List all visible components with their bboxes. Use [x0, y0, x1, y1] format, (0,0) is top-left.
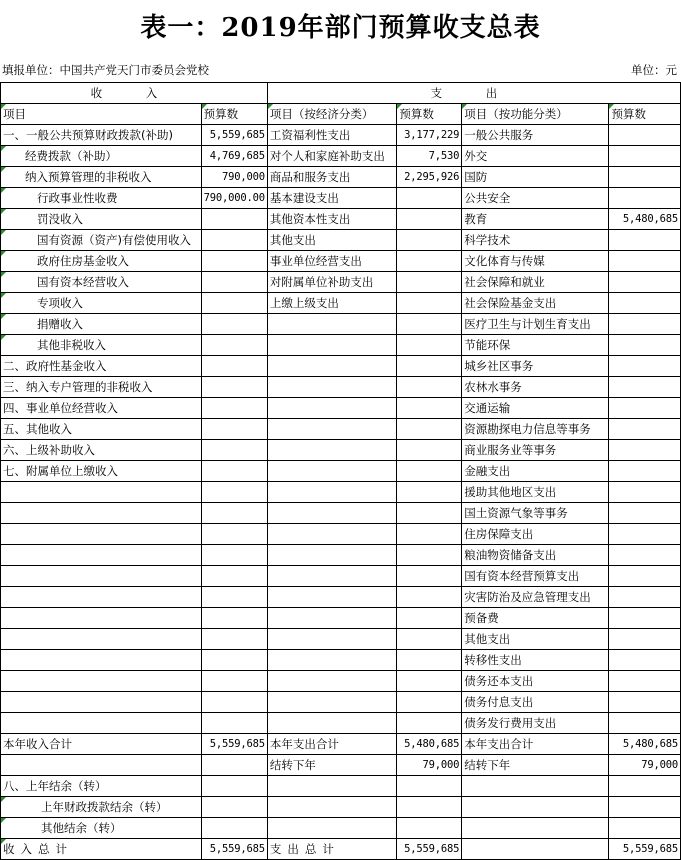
income-amount-cell: 790,000 — [201, 167, 267, 188]
func-item-cell: 国有资本经营预算支出 — [462, 566, 609, 587]
table-row — [1, 713, 681, 734]
table-row — [1, 335, 681, 356]
econ-amount-cell: 7,530 — [397, 146, 462, 167]
table-row — [1, 419, 681, 440]
func-amount-cell — [609, 125, 681, 146]
econ-item-cell — [267, 419, 397, 440]
econ-item-cell — [267, 797, 397, 818]
page-title: 表一：2019年部门预算收支总表 — [140, 13, 541, 43]
table-row — [1, 188, 681, 209]
econ-item-cell: 上缴上级支出 — [267, 293, 397, 314]
table-row — [1, 272, 681, 293]
table-row — [1, 314, 681, 335]
income-amount-cell — [201, 293, 267, 314]
income-item-cell: 经费拨款（补助） — [1, 146, 202, 167]
income-amount-cell — [201, 461, 267, 482]
income-item-cell — [1, 587, 202, 608]
table-row — [1, 356, 681, 377]
income-item-cell: 上年财政拨款结余（转） — [1, 797, 202, 818]
income-amount-cell — [201, 419, 267, 440]
econ-amount-cell — [397, 251, 462, 272]
table-row — [1, 524, 681, 545]
econ-amount-cell — [397, 692, 462, 713]
func-amount-cell — [609, 524, 681, 545]
func-item-cell: 社会保障和就业 — [462, 272, 609, 293]
func-item-cell: 住房保障支出 — [462, 524, 609, 545]
table-row — [1, 755, 681, 776]
func-item-cell: 社会保险基金支出 — [462, 293, 609, 314]
func-item-cell — [462, 776, 609, 797]
econ-item-cell — [267, 671, 397, 692]
econ-item-cell — [267, 482, 397, 503]
econ-amount-cell — [397, 188, 462, 209]
income-amount-cell — [201, 377, 267, 398]
income-item-cell: 专项收入 — [1, 293, 202, 314]
func-item-cell: 商业服务业等事务 — [462, 440, 609, 461]
econ-item-cell — [267, 356, 397, 377]
econ-amount-cell — [397, 293, 462, 314]
econ-item-cell — [267, 818, 397, 839]
table-row — [1, 461, 681, 482]
func-item-cell: 债务发行费用支出 — [462, 713, 609, 734]
econ-item-cell — [267, 335, 397, 356]
income-item-cell — [1, 503, 202, 524]
econ-amount-cell — [397, 335, 462, 356]
table-row — [1, 146, 681, 167]
func-amount-cell: 5,480,685 — [609, 209, 681, 230]
currency-unit: 单位：元 — [631, 63, 677, 77]
income-amount-cell — [201, 755, 267, 776]
col-header-amount2: 预算数 — [397, 104, 462, 125]
income-amount-cell — [201, 566, 267, 587]
econ-amount-cell — [397, 398, 462, 419]
econ-item-cell: 对个人和家庭补助支出 — [267, 146, 397, 167]
income-amount-cell — [201, 713, 267, 734]
col-header-amount3: 预算数 — [609, 104, 681, 125]
econ-item-cell: 事业单位经营支出 — [267, 251, 397, 272]
econ-amount-cell — [397, 314, 462, 335]
econ-item-cell: 结转下年 — [267, 755, 397, 776]
econ-item-cell — [267, 566, 397, 587]
econ-amount-cell — [397, 377, 462, 398]
econ-item-cell — [267, 587, 397, 608]
econ-item-cell: 其他支出 — [267, 230, 397, 251]
func-amount-cell — [609, 314, 681, 335]
func-amount-cell — [609, 587, 681, 608]
func-item-cell: 教育 — [462, 209, 609, 230]
income-amount-cell: 790,000.00 — [201, 188, 267, 209]
income-item-cell — [1, 629, 202, 650]
income-amount-cell — [201, 209, 267, 230]
income-item-cell: 四、事业单位经营收入 — [1, 398, 202, 419]
econ-item-cell — [267, 650, 397, 671]
econ-amount-cell — [397, 545, 462, 566]
econ-amount-cell — [397, 818, 462, 839]
econ-amount-cell — [397, 566, 462, 587]
col-header-econ: 项目（按经济分类） — [267, 104, 397, 125]
func-item-cell: 科学技术 — [462, 230, 609, 251]
econ-amount-cell: 2,295,926 — [397, 167, 462, 188]
col-header-amount: 预算数 — [201, 104, 267, 125]
func-amount-cell — [609, 818, 681, 839]
func-amount-cell — [609, 629, 681, 650]
func-item-cell: 交通运输 — [462, 398, 609, 419]
income-item-cell — [1, 713, 202, 734]
income-item-cell: 其他非税收入 — [1, 335, 202, 356]
column-header-row — [1, 104, 681, 125]
table-row — [1, 566, 681, 587]
budget-table — [0, 82, 681, 860]
econ-amount-cell — [397, 230, 462, 251]
income-item-cell — [1, 755, 202, 776]
func-amount-cell — [609, 188, 681, 209]
econ-amount-cell — [397, 209, 462, 230]
income-amount-cell — [201, 650, 267, 671]
econ-amount-cell — [397, 797, 462, 818]
func-item-cell: 国防 — [462, 167, 609, 188]
econ-amount-cell — [397, 671, 462, 692]
income-section-header: 收 入 — [1, 83, 268, 104]
table-row — [1, 503, 681, 524]
econ-amount-cell — [397, 587, 462, 608]
econ-item-cell — [267, 692, 397, 713]
econ-item-cell — [267, 461, 397, 482]
income-item-cell — [1, 608, 202, 629]
income-amount-cell — [201, 587, 267, 608]
table-row — [1, 482, 681, 503]
income-amount-cell — [201, 230, 267, 251]
income-amount-cell — [201, 797, 267, 818]
func-amount-cell: 5,559,685 — [609, 839, 681, 860]
func-item-cell — [462, 839, 609, 860]
func-amount-cell — [609, 377, 681, 398]
income-item-cell: 收入总计 — [1, 839, 202, 860]
func-item-cell: 结转下年 — [462, 755, 609, 776]
func-amount-cell — [609, 293, 681, 314]
table-row — [1, 440, 681, 461]
func-item-cell: 债务还本支出 — [462, 671, 609, 692]
econ-item-cell — [267, 398, 397, 419]
func-item-cell: 农林水事务 — [462, 377, 609, 398]
func-item-cell — [462, 797, 609, 818]
econ-item-cell — [267, 440, 397, 461]
func-amount-cell — [609, 356, 681, 377]
income-item-cell: 八、上年结余（转） — [1, 776, 202, 797]
section-header-row — [1, 83, 681, 104]
func-item-cell: 本年支出合计 — [462, 734, 609, 755]
table-row — [1, 650, 681, 671]
income-item-cell: 行政事业性收费 — [1, 188, 202, 209]
econ-amount-cell — [397, 629, 462, 650]
table-row — [1, 167, 681, 188]
income-item-cell: 捐赠收入 — [1, 314, 202, 335]
func-amount-cell — [609, 230, 681, 251]
income-amount-cell — [201, 440, 267, 461]
table-row — [1, 587, 681, 608]
income-amount-cell — [201, 503, 267, 524]
income-item-cell — [1, 524, 202, 545]
income-item-cell: 政府住房基金收入 — [1, 251, 202, 272]
econ-item-cell — [267, 608, 397, 629]
econ-amount-cell — [397, 272, 462, 293]
income-amount-cell: 4,769,685 — [201, 146, 267, 167]
econ-amount-cell — [397, 482, 462, 503]
income-item-cell: 其他结余（转） — [1, 818, 202, 839]
income-item-cell: 罚没收入 — [1, 209, 202, 230]
econ-amount-cell — [397, 503, 462, 524]
income-item-cell — [1, 650, 202, 671]
income-item-cell: 纳入预算管理的非税收入 — [1, 167, 202, 188]
func-amount-cell — [609, 398, 681, 419]
func-amount-cell — [609, 692, 681, 713]
table-row — [1, 293, 681, 314]
func-amount-cell — [609, 503, 681, 524]
income-item-cell: 国有资源（资产)有偿使用收入 — [1, 230, 202, 251]
table-row — [1, 545, 681, 566]
table-row — [1, 818, 681, 839]
income-item-cell: 国有资本经营收入 — [1, 272, 202, 293]
income-amount-cell — [201, 398, 267, 419]
table-row — [1, 377, 681, 398]
func-item-cell: 债务付息支出 — [462, 692, 609, 713]
income-amount-cell — [201, 629, 267, 650]
econ-amount-cell — [397, 419, 462, 440]
econ-item-cell: 支出总计 — [267, 839, 397, 860]
func-item-cell: 城乡社区事务 — [462, 356, 609, 377]
econ-item-cell — [267, 545, 397, 566]
econ-amount-cell: 79,000 — [397, 755, 462, 776]
income-amount-cell — [201, 818, 267, 839]
income-amount-cell — [201, 272, 267, 293]
income-amount-cell — [201, 314, 267, 335]
income-item-cell — [1, 692, 202, 713]
table-row — [1, 251, 681, 272]
econ-amount-cell — [397, 713, 462, 734]
income-amount-cell — [201, 545, 267, 566]
func-amount-cell — [609, 440, 681, 461]
econ-amount-cell — [397, 356, 462, 377]
func-amount-cell — [609, 776, 681, 797]
econ-item-cell: 本年支出合计 — [267, 734, 397, 755]
func-amount-cell — [609, 335, 681, 356]
func-item-cell: 医疗卫生与计划生育支出 — [462, 314, 609, 335]
func-amount-cell — [609, 545, 681, 566]
func-item-cell: 国土资源气象等事务 — [462, 503, 609, 524]
econ-amount-cell: 3,177,229 — [397, 125, 462, 146]
func-item-cell: 转移性支出 — [462, 650, 609, 671]
table-row — [1, 608, 681, 629]
income-amount-cell — [201, 356, 267, 377]
func-item-cell — [462, 818, 609, 839]
table-row — [1, 671, 681, 692]
income-amount-cell — [201, 335, 267, 356]
econ-amount-cell — [397, 650, 462, 671]
econ-amount-cell — [397, 461, 462, 482]
func-item-cell: 一般公共服务 — [462, 125, 609, 146]
func-amount-cell — [609, 482, 681, 503]
table-row — [1, 776, 681, 797]
func-amount-cell — [609, 671, 681, 692]
func-amount-cell: 5,480,685 — [609, 734, 681, 755]
func-amount-cell — [609, 566, 681, 587]
func-item-cell: 公共安全 — [462, 188, 609, 209]
econ-amount-cell — [397, 776, 462, 797]
econ-item-cell — [267, 629, 397, 650]
table-row — [1, 230, 681, 251]
func-amount-cell — [609, 713, 681, 734]
table-row — [1, 692, 681, 713]
income-amount-cell — [201, 524, 267, 545]
income-amount-cell — [201, 671, 267, 692]
col-header-item: 项目 — [1, 104, 202, 125]
func-item-cell: 外交 — [462, 146, 609, 167]
func-item-cell: 资源勘探电力信息等事务 — [462, 419, 609, 440]
expense-section-header: 支 出 — [267, 83, 680, 104]
func-amount-cell — [609, 251, 681, 272]
income-item-cell — [1, 482, 202, 503]
econ-item-cell — [267, 713, 397, 734]
table-row — [1, 209, 681, 230]
func-item-cell: 文化体育与传媒 — [462, 251, 609, 272]
func-amount-cell — [609, 797, 681, 818]
income-item-cell: 一、一般公共预算财政拨款(补助) — [1, 125, 202, 146]
func-amount-cell: 79,000 — [609, 755, 681, 776]
table-row — [1, 125, 681, 146]
econ-item-cell: 对附属单位补助支出 — [267, 272, 397, 293]
func-item-cell: 金融支出 — [462, 461, 609, 482]
econ-item-cell — [267, 503, 397, 524]
income-item-cell: 七、附属单位上缴收入 — [1, 461, 202, 482]
income-item-cell: 二、政府性基金收入 — [1, 356, 202, 377]
income-item-cell — [1, 566, 202, 587]
econ-amount-cell — [397, 524, 462, 545]
econ-item-cell: 其他资本性支出 — [267, 209, 397, 230]
func-amount-cell — [609, 146, 681, 167]
table-row — [1, 629, 681, 650]
func-item-cell: 其他支出 — [462, 629, 609, 650]
col-header-func: 项目（按功能分类） — [462, 104, 609, 125]
econ-item-cell — [267, 377, 397, 398]
income-item-cell: 五、其他收入 — [1, 419, 202, 440]
econ-item-cell: 商品和服务支出 — [267, 167, 397, 188]
econ-item-cell: 基本建设支出 — [267, 188, 397, 209]
func-item-cell: 灾害防治及应急管理支出 — [462, 587, 609, 608]
table-row — [1, 398, 681, 419]
income-amount-cell — [201, 251, 267, 272]
income-amount-cell — [201, 608, 267, 629]
func-amount-cell — [609, 167, 681, 188]
income-amount-cell: 5,559,685 — [201, 734, 267, 755]
income-amount-cell — [201, 482, 267, 503]
table-row — [1, 797, 681, 818]
econ-amount-cell — [397, 440, 462, 461]
func-item-cell: 粮油物资储备支出 — [462, 545, 609, 566]
income-amount-cell: 5,559,685 — [201, 125, 267, 146]
econ-item-cell — [267, 314, 397, 335]
func-amount-cell — [609, 608, 681, 629]
econ-item-cell — [267, 524, 397, 545]
income-item-cell — [1, 545, 202, 566]
income-amount-cell — [201, 776, 267, 797]
econ-item-cell — [267, 776, 397, 797]
filling-unit: 填报单位：中国共产党天门市委员会党校 — [2, 63, 209, 77]
func-item-cell: 预备费 — [462, 608, 609, 629]
income-item-cell — [1, 671, 202, 692]
econ-item-cell: 工资福利性支出 — [267, 125, 397, 146]
income-item-cell: 本年收入合计 — [1, 734, 202, 755]
income-item-cell: 三、纳入专户管理的非税收入 — [1, 377, 202, 398]
econ-amount-cell: 5,480,685 — [397, 734, 462, 755]
func-amount-cell — [609, 419, 681, 440]
econ-amount-cell: 5,559,685 — [397, 839, 462, 860]
func-amount-cell — [609, 461, 681, 482]
income-amount-cell — [201, 692, 267, 713]
func-item-cell: 援助其他地区支出 — [462, 482, 609, 503]
func-amount-cell — [609, 650, 681, 671]
func-amount-cell — [609, 272, 681, 293]
income-amount-cell: 5,559,685 — [201, 839, 267, 860]
table-row — [1, 839, 681, 860]
func-item-cell: 节能环保 — [462, 335, 609, 356]
econ-amount-cell — [397, 608, 462, 629]
table-row — [1, 734, 681, 755]
income-item-cell: 六、上级补助收入 — [1, 440, 202, 461]
